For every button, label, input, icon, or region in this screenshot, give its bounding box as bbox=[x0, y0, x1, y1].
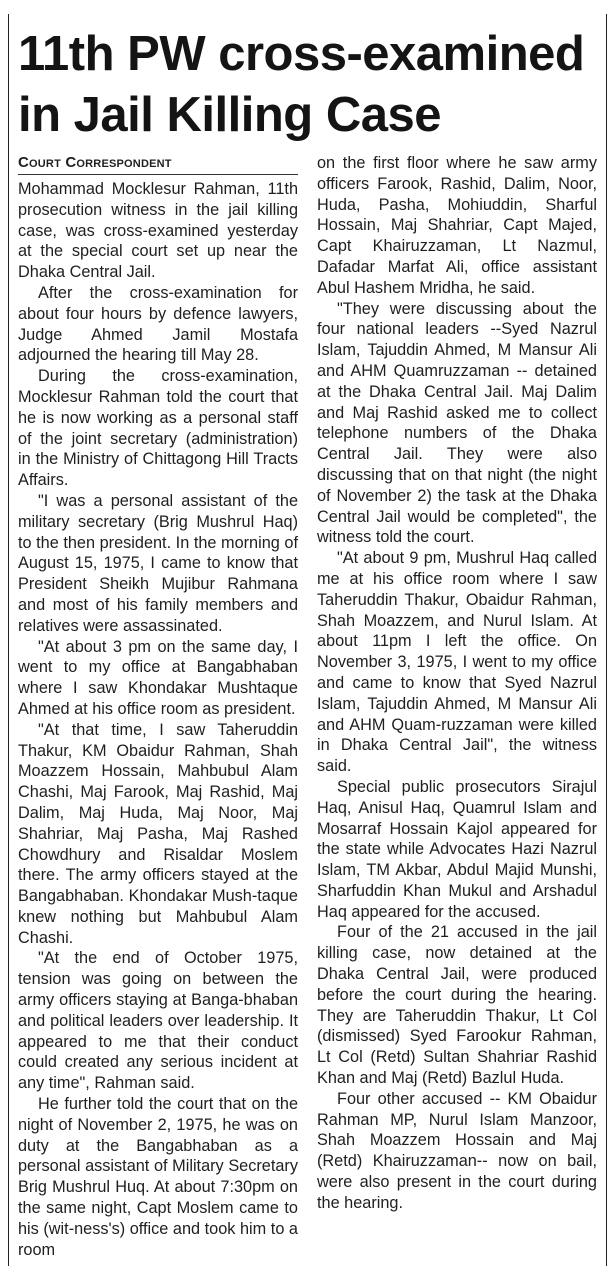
paragraph: He further told the court that on the night of November 2, 1975, he was on duty at the Bangabhaban as a personal assistant of Military Secretary Brig Mushrul Huq. At about 7:30pm on the same night, Capt Moslem came to his (wit-ness's) office and took him to a room bbox=[18, 1095, 298, 1259]
paragraph: "At that time, I saw Taheruddin Thakur, KM Obaidur Rahman, Shah Moazzem Hossain, Mahbubul Alam Chashi, Maj Farook, Maj Rashid, Maj Dalim, Maj Huda, Maj Noor, Maj Shahriar, Maj Pasha, Maj Rashed Chowdhury and Risaldar Moslem there. The army officers stayed at the Bangabhaban. Khondakar Mush-taque knew nothing but Mahbubul Alam Chashi. bbox=[18, 720, 298, 947]
paragraph: Mohammad Mocklesur Rahman, 11th prosecution witness in the jail killing case, was cross-examined yesterday at the special court set up near the Dhaka Central Jail. bbox=[18, 180, 298, 282]
paragraph: on the first floor where he saw army officers Farook, Rashid, Dalim, Noor, Huda, Pasha, Mohiuddin, Sharful Hossain, Maj Shahriar, Capt Majed, Capt Khairuzzaman, Lt Nazmul, Dafadar Marfat Ali, office assistant Abul Hashem Mridha, he said. bbox=[317, 154, 597, 297]
paragraph: "At about 9 pm, Mushrul Haq called me at his office room where I saw Taheruddin Thakur, Obaidur Rahman, Shah Moazzem, and Nurul Islam. At about 11pm I left the office. On November 3, 1975, I went to my office and came to know that Syed Nazrul Islam, Tajuddin Ahmed, M Mansur Ali and AHM Quam-ruzzaman were killed in Dhaka Central Jail", the witness said. bbox=[317, 549, 597, 776]
left-column bbox=[18, 153, 298, 1260]
right-column bbox=[317, 153, 597, 1214]
paragraph: Special public prosecutors Sirajul Haq, Anisul Haq, Quamrul Islam and Mosarraf Hossain Kajol appeared for the state while Advocates Hazi Nazrul Islam, TM Akbar, Abdul Majid Munshi, Sharfuddin Khan Mukul and Arshadul Haq appeared for the accused. bbox=[317, 777, 597, 921]
paragraph: "I was a personal assistant of the military secretary (Brig Mushrul Haq) to the then president. In the morning of August 15, 1975, I came to know that President Sheikh Mujibur Rahmana and most of his family members and relatives were assassinated. bbox=[18, 491, 298, 635]
byline: Court Correspondent bbox=[18, 153, 298, 175]
paragraph: "At the end of October 1975, tension was going on between the army officers staying at Banga-bhaban and political leaders over leadership. It appeared to me that their conduct could created any serious incident at any time", Rahman said. bbox=[18, 949, 298, 1093]
paragraph: Four of the 21 accused in the jail killing case, now detained at the Dhaka Central Jail, were produced before the court during the hearing. They are Taheruddin Thakur, Lt Col (dismissed) Syed Farookur Rahman, Lt Col (Retd) Sultan Shahriar Rashid Khan and Maj (Retd) Bazlul Huda. bbox=[317, 923, 597, 1088]
headline: 11th PW cross-examined in Jail Killing Case bbox=[18, 27, 585, 142]
paragraph: "They were discussing about the four national leaders --Syed Nazrul Islam, Tajuddin Ahmed, M Mansur Ali and AHM Quamruzzaman -- detained at the Dhaka Central Jail. Maj Dalim and Maj Rashid asked me to collect telephone numbers of the Dhaka Central Jail. They were also discussing that on that night (the night of November 2) the task at the Dhaka Central Jail would be completed", the witness told the court. bbox=[317, 299, 597, 547]
paragraph: Four other accused -- KM Obaidur Rahman MP, Nurul Islam Manzoor, Shah Moazzem Hossain and Maj (Retd) Khairuzzaman-- now on bail, were also present in the court during the hearing. bbox=[317, 1089, 597, 1212]
paragraph: After the cross-examination for about four hours by defence lawyers, Judge Ahmed Jamil Mostafa adjourned the hearing till May 28. bbox=[18, 283, 298, 365]
paragraph: During the cross-examination, Mocklesur Rahman told the court that he is now working as a personal staff of the joint secretary (administration) in the Ministry of Chittagong Hill Tracts Affairs. bbox=[18, 367, 298, 490]
paragraph: "At about 3 pm on the same day, I went to my office at Bangabhaban where I saw Khondakar Mushtaque Ahmed at his office room as president. bbox=[18, 637, 298, 718]
